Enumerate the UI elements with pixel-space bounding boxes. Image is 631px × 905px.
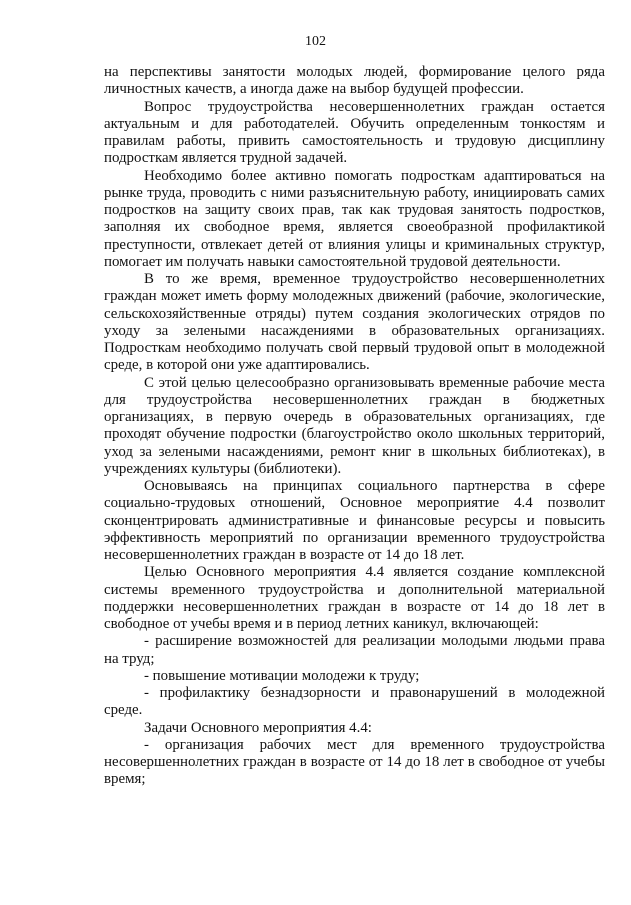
list-item-motivation: - повышение мотивации молодежи к труду; (144, 667, 420, 684)
paragraph-tasks-heading: Задачи Основного мероприятия 4.4: (144, 719, 372, 736)
paragraph-goal: Целью Основного мероприятия 4.4 является создание комплексной системы временного трудоустройства и дополнительной материальной поддержки несовершеннолетних граждан в возрасте от 14 до 18 лет в свободное от учебы время и в период летних каникул, включающей: (104, 564, 605, 632)
paragraph-youth-movements: В то же время, временное трудоустройство несовершеннолетних граждан может иметь форму молодежных движений (рабочие, экологические, сельскохозяйственные отряды) путем создания экологических отрядов по уходу за зелеными насаждениями в образовательных организациях. Подросткам необходимо получать свой первый трудовой опыт в молодежной среде, в которой они уже адаптировались. (104, 271, 605, 374)
body-text (104, 64, 605, 789)
paragraph-employers: Вопрос трудоустройства несовершеннолетних граждан остается актуальным и для работодателей. Обучить определенным тонкостям и правилам работы, привить самостоятельность и трудовую дисциплину подросткам является трудной задачей. (104, 98, 605, 167)
list-item-organization: - организация рабочих мест для временного трудоустройства несовершеннолетних граждан в возрасте от 14 до 18 лет в свободное от учебы время; (104, 736, 605, 788)
paragraph-continuation: на перспективы занятости молодых людей, формирование целого ряда личностных качеств, а иногда даже на выбор будущей профессии. (104, 64, 605, 98)
paragraph-partnership: Основываясь на принципах социального партнерства в сфере социально-трудовых отношений, Основное мероприятие 4.4 позволит сконцентрировать административные и финансовые ресурсы и повысить эффективность мероприятий по организации временного трудоустройства несовершеннолетних граждан в возрасте от 14 до 18 лет. (104, 478, 605, 563)
paragraph-temporary-jobs: С этой целью целесообразно организовывать временные рабочие места для трудоустройства несовершеннолетних граждан в бюджетных организациях, в первую очередь в образовательных организациях, где проходят обучение подростки (благоустройство около школьных территорий, уход за зелеными насаждениями, ремонт книг в школьных библиотеках), в учреждениях культуры (библиотеки). (104, 374, 605, 477)
list-item-right-to-work: - расширение возможностей для реализации молодыми людьми права на труд; (104, 633, 605, 667)
list-item-prevention: - профилактику безнадзорности и правонарушений в молодежной среде. (104, 685, 605, 719)
page-number: 102 (305, 34, 326, 49)
paragraph-labor-market: Необходимо более активно помогать подросткам адаптироваться на рынке труда, проводить с ними разъяснительную работу, инициировать самих подростков на защиту своих прав, так как трудовая занятость подростков, заполняя их свободное время, является своеобразной профилактикой преступности, отвлекает детей от влияния улицы и криминальных структур, помогает им получать навыки самостоятельной трудовой деятельности. (104, 167, 605, 270)
